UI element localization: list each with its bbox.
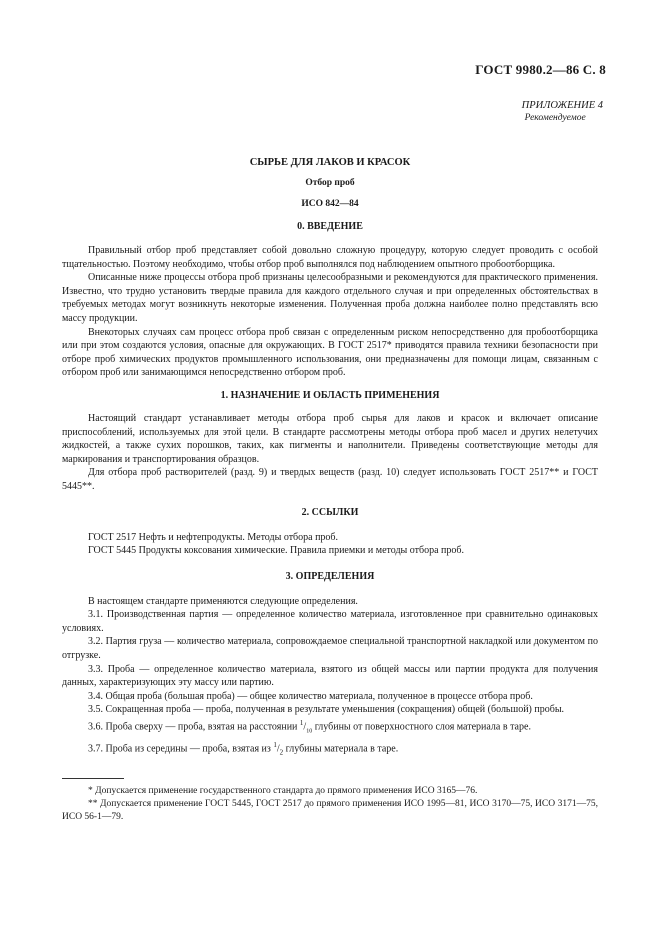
definition-text: глубины от поверхностного слоя материала в таре. [312, 721, 531, 733]
reference-item: ГОСТ 5445 Продукты коксования химические. Правила приемки и методы отбора проб. [88, 545, 464, 557]
document-code: ГОСТ 9980.2—86 С. 8 [475, 62, 606, 77]
definition-text: 3.7. Проба из середины — проба, взятая из [88, 743, 274, 755]
definition-item: 3.7. Проба из середины — проба, взятая из $^1/_2$ глубины материала в таре. [88, 740, 399, 757]
document-title: СЫРЬЕ ДЛЯ ЛАКОВ И КРАСОК [249, 157, 411, 168]
paragraph: Настоящий стандарт устанавливает методы отбора проб сырья для лаков и красок и включает описание приспособлений, используемых для этой цели. В стандарте рассмотрены методы отбора проб масел и других нелетучих жидкостей, а также сухих порошков, таких, как пигменты и наполнители. Приведены соответствующие методы для маркирования и транспортирования образцов. [62, 412, 598, 465]
section-heading-references: 2. ССЫЛКИ [301, 506, 359, 518]
definition-item: 3.4. Общая проба (большая проба) — общее количество материала, полученное в процессе отбора проб. [88, 690, 533, 702]
footnote: ** Допускается применение ГОСТ 5445, ГОСТ 2517 до прямого применения ИСО 1995—81, ИСО 3170—75, ИСО 3171—75, ИСО 56-1—79. [62, 798, 598, 822]
appendix-block [522, 99, 603, 125]
paragraph: Описанные ниже процессы отбора проб признаны целесообразными и рекомендуются для практического применения. Известно, что трудно установить твердые правила для каждого отдельного случая и при определенных обстоятельствах в требуемых методах могут возникнуть некоторые изменения. Полученная проба должна наиболее полно представлять всю массу продукции. [62, 272, 598, 324]
definition-item: 3.5. Сокращенная проба — проба, полученная в результате уменьшения (сокращения) общей (большой) пробы. [88, 704, 565, 716]
paragraph: Правильный отбор проб представляет собой довольно сложную процедуру, которую следует проводить с особой тщательностью. Поэтому необходимо, чтобы отбор проб выполнялся под наблюдением опытного пробоотборщика. [62, 245, 598, 270]
paragraph: Для отбора проб растворителей (разд. 9) и твердых веществ (разд. 10) следует использовать ГОСТ 2517** и ГОСТ 5445**. [62, 467, 598, 492]
reference-item: ГОСТ 2517 Нефть и нефтепродукты. Методы отбора проб. [88, 531, 339, 543]
document-subtitle: Отбор проб [305, 178, 355, 188]
definition-text: глубины материала в таре. [283, 743, 399, 755]
appendix-status: Рекомендуемое [524, 113, 586, 123]
fraction-numerator: 1 [299, 719, 304, 728]
appendix-label: ПРИЛОЖЕНИЕ 4 [521, 100, 603, 111]
fraction-denominator: 2 [279, 748, 284, 757]
definition-text: 3.6. Проба сверху — проба, взятая на расстоянии [88, 721, 300, 733]
footnote: * Допускается применение государственного стандарта до прямого применения ИСО 3165—76. [88, 785, 478, 796]
footnote-divider [62, 778, 124, 779]
definitions-intro: В настоящем стандарте применяются следующие определения. [88, 595, 358, 607]
section-heading-introduction: 0. ВВЕДЕНИЕ [297, 221, 363, 232]
paragraph: Внекоторых случаях сам процесс отбора проб связан с определенным риском непосредственно для пробоотборщика или при этом создаются условия, опасные для окружающих. В ГОСТ 2517* приводятся правила техники безопасности при отборе проб химических продуктов промышленного использования, они предназначены для помощи лицам, связанным с отбором проб или занимающимся непосредственно отбором проб. [62, 326, 598, 379]
fraction-denominator: 10 [306, 728, 313, 735]
definition-item: 3.2. Партия груза — количество материала, сопровождаемое специальной транспортной накладкой или документом по отгрузке. [62, 636, 598, 662]
iso-reference: ИСО 842—84 [301, 199, 359, 209]
section-heading-scope: 1. НАЗНАЧЕНИЕ И ОБЛАСТЬ ПРИМЕНЕНИЯ [220, 389, 440, 401]
definition-item: 3.6. Проба сверху — проба, взятая на расстоянии $^1/_{10}$ глубины от поверхностного слоя материала в таре. [88, 719, 531, 735]
document-body [62, 156, 598, 824]
fraction-numerator: 1 [273, 740, 277, 749]
definition-item: 3.3. Проба — определенное количество материала, взятого из общей массы или партии продукта для получения данных, характеризующих эту массу или партию. [62, 663, 598, 689]
definition-item: 3.1. Производственная партия — определенное количество материала, изготовленное при сравнительно одинаковых условиях. [62, 609, 598, 634]
section-heading-definitions: 3. ОПРЕДЕЛЕНИЯ [285, 570, 375, 582]
